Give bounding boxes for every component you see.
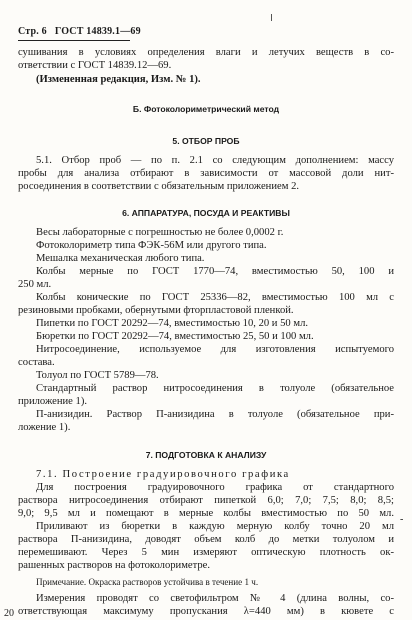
footnote-note: Примечание. Окраска растворов устойчива в течение 1 ч. [36, 577, 259, 587]
text-line: пробы для анализа отбирают в зависимости от массовой доли нит- [18, 168, 394, 179]
text-line: раствора П-анизидина, доводят объем колб до метки толуолом и [18, 534, 394, 545]
margin-mark: - [400, 514, 404, 525]
text-line: 5.1. Отбор проб — по п. 2.1 со следующим дополнением: массу [36, 155, 394, 166]
crop-mark [271, 14, 272, 21]
text-line: Колбы конические по ГОСТ 25336—82, вместимостью 100 мл с [36, 292, 394, 303]
text-line: 9,0; 9,5 мл и помещают в мерные колбы вместимостью по 50 мл. [18, 508, 394, 519]
text-line: Нитросоединение, используемое для изготовления испытуемого [36, 344, 394, 355]
text-line: Фотоколориметр типа ФЭК-56М или другого типа. [36, 240, 267, 251]
text-line: Приливают из бюретки в каждую мерную колбу точно 20 мл [36, 521, 394, 532]
text-line: Мешалка механическая любого типа. [36, 253, 205, 264]
running-header [18, 26, 141, 37]
text-line: перемешивают. Через 5 мин измеряют оптическую плотность ок- [18, 547, 394, 558]
text-line: росоединения в соответствии с обязательным приложением 2. [18, 181, 300, 192]
text-line: резиновыми пробками, обернутыми фторпластовой пленкой. [18, 305, 294, 316]
text-line: ложение 1). [18, 422, 71, 433]
header-rule [18, 40, 130, 41]
header-standard-code: ГОСТ 14839.1—69 [54, 26, 141, 37]
text-line: приложение 1). [18, 396, 87, 407]
text-line: 250 мл. [18, 279, 52, 290]
text-line: П-анизидин. Раствор П-анизидина в толуоле (обязательное при- [36, 409, 394, 420]
text-line: ответствующая максимуму пропускания λ=440 мм) в кювете с [18, 606, 394, 617]
text-line: Пипетки по ГОСТ 20292—74, вместимостью 10, 20 и 50 мл. [36, 318, 309, 329]
text-line: Весы лабораторные с погрешностью не более 0,0002 г. [36, 227, 284, 238]
amendment-note: (Измененная редакция, Изм. № 1). [36, 74, 201, 85]
text-line: Колбы мерные по ГОСТ 1770—74, вместимостью 50, 100 и [36, 266, 394, 277]
subsection-heading: 7.1. Построение градуировочного графика [36, 469, 290, 480]
header-page-number: Стр. 6 [18, 26, 47, 37]
section-heading-6: 6. АППАРАТУРА, ПОСУДА И РЕАКТИВЫ [122, 208, 290, 218]
text-line: Измерения проводят со светофильтром № 4 (длина волны, со- [36, 593, 394, 604]
section-heading-7: 7. ПОДГОТОВКА К АНАЛИЗУ [145, 450, 267, 460]
text-line: рашенных растворов на фотоколориметре. [18, 560, 211, 571]
section-heading-5: 5. ОТБОР ПРОБ [172, 136, 240, 146]
text-line: Бюретки по ГОСТ 20292—74, вместимостью 25, 50 и 100 мл. [36, 331, 314, 342]
text-line: Для построения градуировочного графика от стандартного [36, 482, 394, 493]
text-line: Стандартный раствор нитросоединения в толуоле (обязательное [36, 383, 394, 394]
text-line: ответствии с ГОСТ 14839.12—69. [18, 60, 172, 71]
text-line: состава. [18, 357, 55, 368]
text-line: сушивания в условиях определения влаги и летучих веществ в со- [18, 47, 394, 58]
text-line: раствора нитросоединения отбирают пипеткой 6,0; 7,0; 7,5; 8,0; 8,5; [18, 495, 394, 506]
page-number: 20 [4, 608, 14, 619]
text-line: Толуол по ГОСТ 5789—78. [36, 370, 159, 381]
method-heading: Б. Фотоколориметрический метод [132, 104, 280, 114]
